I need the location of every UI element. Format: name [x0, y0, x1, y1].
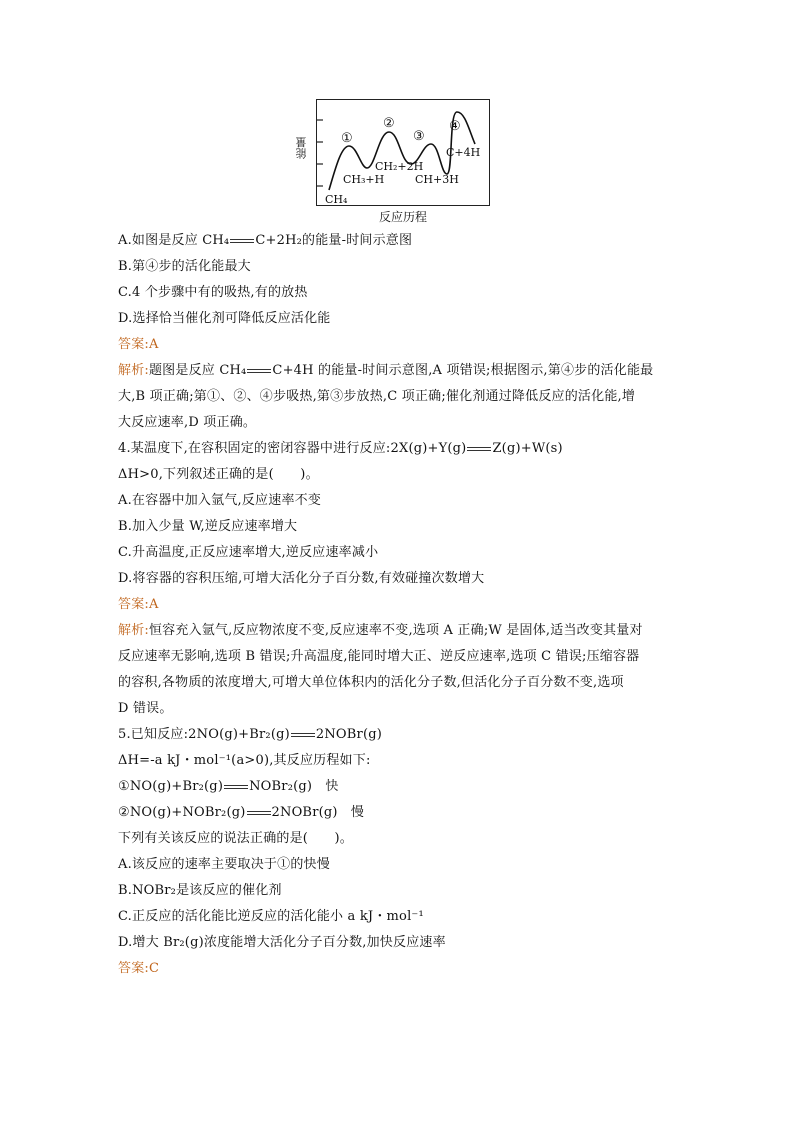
- text-line: [118, 493, 321, 509]
- line-text: 下列有关该反应的说法正确的是( )。: [118, 831, 353, 846]
- line-text: D.增大 Br₂(g)浓度能增大活化分子百分数,加快反应速率: [118, 935, 446, 950]
- text-line: [118, 935, 446, 951]
- text-line: [118, 519, 297, 535]
- answer-label: 解析:: [118, 363, 149, 378]
- line-text: A.在容器中加入氩气,反应速率不变: [118, 493, 322, 508]
- text-line: [118, 623, 643, 639]
- line-text: A: [148, 337, 159, 352]
- text-line: [118, 961, 159, 977]
- line-text: D.选择恰当催化剂可降低反应活化能: [118, 311, 331, 326]
- line-text: ②NO(g)+NOBr₂(g): [118, 805, 246, 820]
- reaction-arrow-icon: [290, 731, 316, 739]
- text-line: [118, 415, 256, 431]
- line-text: 反应速率无影响,选项 B 错误;升高温度,能同时增大正、逆反应速率,选项 C 错误;压缩容器: [118, 649, 640, 664]
- line-text: 5.已知反应:2NO(g)+Br₂(g): [118, 727, 290, 742]
- line-text: ΔH>0,下列叙述正确的是( )。: [118, 467, 319, 482]
- reaction-arrow-icon: [229, 237, 255, 245]
- y-axis-label: 能量: [295, 137, 308, 159]
- x-axis-label: 反应历程: [378, 210, 427, 224]
- line-text-tail: NOBr₂(g) 快: [249, 779, 339, 794]
- reaction-arrow-icon: [246, 367, 272, 375]
- line-text: B.NOBr₂是该反应的催化剂: [118, 883, 282, 898]
- text-line: [118, 467, 319, 483]
- line-text: A.该反应的速率主要取决于①的快慢: [118, 857, 330, 872]
- diagram-frame: [316, 99, 490, 206]
- line-text: 题图是反应 CH₄: [148, 363, 247, 378]
- answer-label: 答案:: [118, 597, 149, 612]
- step-4-label: ④: [449, 119, 461, 134]
- text-line: [118, 363, 653, 379]
- line-text: C.正反应的活化能比逆反应的活化能小 a kJ・mol⁻¹: [118, 909, 424, 924]
- species-ch22h: CH₂+2H: [375, 160, 424, 173]
- line-text: A.如图是反应 CH₄: [118, 233, 230, 248]
- text-line: [118, 389, 635, 405]
- answer-label: 解析:: [118, 623, 149, 638]
- text-line: [118, 701, 173, 717]
- line-text: D 错误。: [118, 701, 173, 716]
- text-line: [118, 441, 563, 457]
- species-c4h: C+4H: [446, 146, 481, 159]
- line-text: ①NO(g)+Br₂(g): [118, 779, 224, 794]
- text-line: [118, 545, 378, 561]
- text-line: [118, 675, 624, 691]
- line-text-tail: C+2H₂的能量-时间示意图: [255, 233, 413, 248]
- line-text: B.加入少量 W,逆反应速率增大: [118, 519, 298, 534]
- species-ch4: CH₄: [325, 193, 348, 206]
- text-line: [118, 337, 159, 353]
- text-line: [118, 233, 412, 249]
- line-text: D.将容器的容积压缩,可增大活化分子百分数,有效碰撞次数增大: [118, 571, 485, 586]
- text-line: [118, 779, 339, 795]
- line-text: C.4 个步骤中有的吸热,有的放热: [118, 285, 308, 300]
- line-text: ΔH=-a kJ・mol⁻¹(a>0),其反应历程如下:: [118, 753, 371, 768]
- line-text: 的容积,各物质的浓度增大,可增大单位体积内的活化分子数,但活化分子百分数不变,选项: [118, 675, 624, 690]
- line-text: A: [148, 597, 159, 612]
- line-text: 4.某温度下,在容积固定的密闭容器中进行反应:2X(g)+Y(g): [118, 441, 467, 456]
- line-text: B.第④步的活化能最大: [118, 259, 251, 274]
- species-ch3h: CH₃+H: [343, 173, 385, 186]
- text-line: [118, 597, 159, 613]
- line-text-tail: Z(g)+W(s): [492, 441, 563, 456]
- reaction-arrow-icon: [223, 783, 249, 791]
- text-line: [118, 831, 353, 847]
- step-3-label: ③: [413, 129, 425, 144]
- line-text: 大,B 项正确;第①、②、④步吸热,第③步放热,C 项正确;催化剂通过降低反应的活化能,增: [118, 389, 636, 404]
- reaction-arrow-icon: [246, 809, 272, 817]
- reaction-arrow-icon: [466, 445, 492, 453]
- species-ch3h2: CH+3H: [415, 173, 459, 186]
- step-1-label: ①: [341, 131, 353, 146]
- line-text-tail: 2NOBr(g): [315, 727, 383, 742]
- text-line: [118, 727, 382, 743]
- text-line: [118, 909, 424, 925]
- line-text-tail: 2NOBr(g) 慢: [271, 805, 365, 820]
- text-line: [118, 857, 330, 873]
- text-line: [118, 259, 251, 275]
- text-line: [118, 649, 639, 665]
- text-line: [118, 883, 282, 899]
- line-text: C: [148, 961, 160, 976]
- answer-label: 答案:: [118, 337, 149, 352]
- text-line: [118, 805, 364, 821]
- energy-diagram: [295, 99, 494, 224]
- line-text: 恒容充入氩气,反应物浓度不变,反应速率不变,选项 A 正确;W 是固体,适当改变其量对: [148, 623, 643, 638]
- line-text-tail: C+4H 的能量-时间示意图,A 项错误;根据图示,第④步的活化能最: [272, 363, 654, 378]
- text-line: [118, 285, 308, 301]
- line-text: 大反应速率,D 项正确。: [118, 415, 257, 430]
- text-line: [118, 571, 484, 587]
- text-line: [118, 753, 371, 769]
- text-line: [118, 311, 331, 327]
- line-text: C.升高温度,正反应速率增大,逆反应速率减小: [118, 545, 379, 560]
- step-2-label: ②: [383, 116, 395, 131]
- answer-label: 答案:: [118, 961, 149, 976]
